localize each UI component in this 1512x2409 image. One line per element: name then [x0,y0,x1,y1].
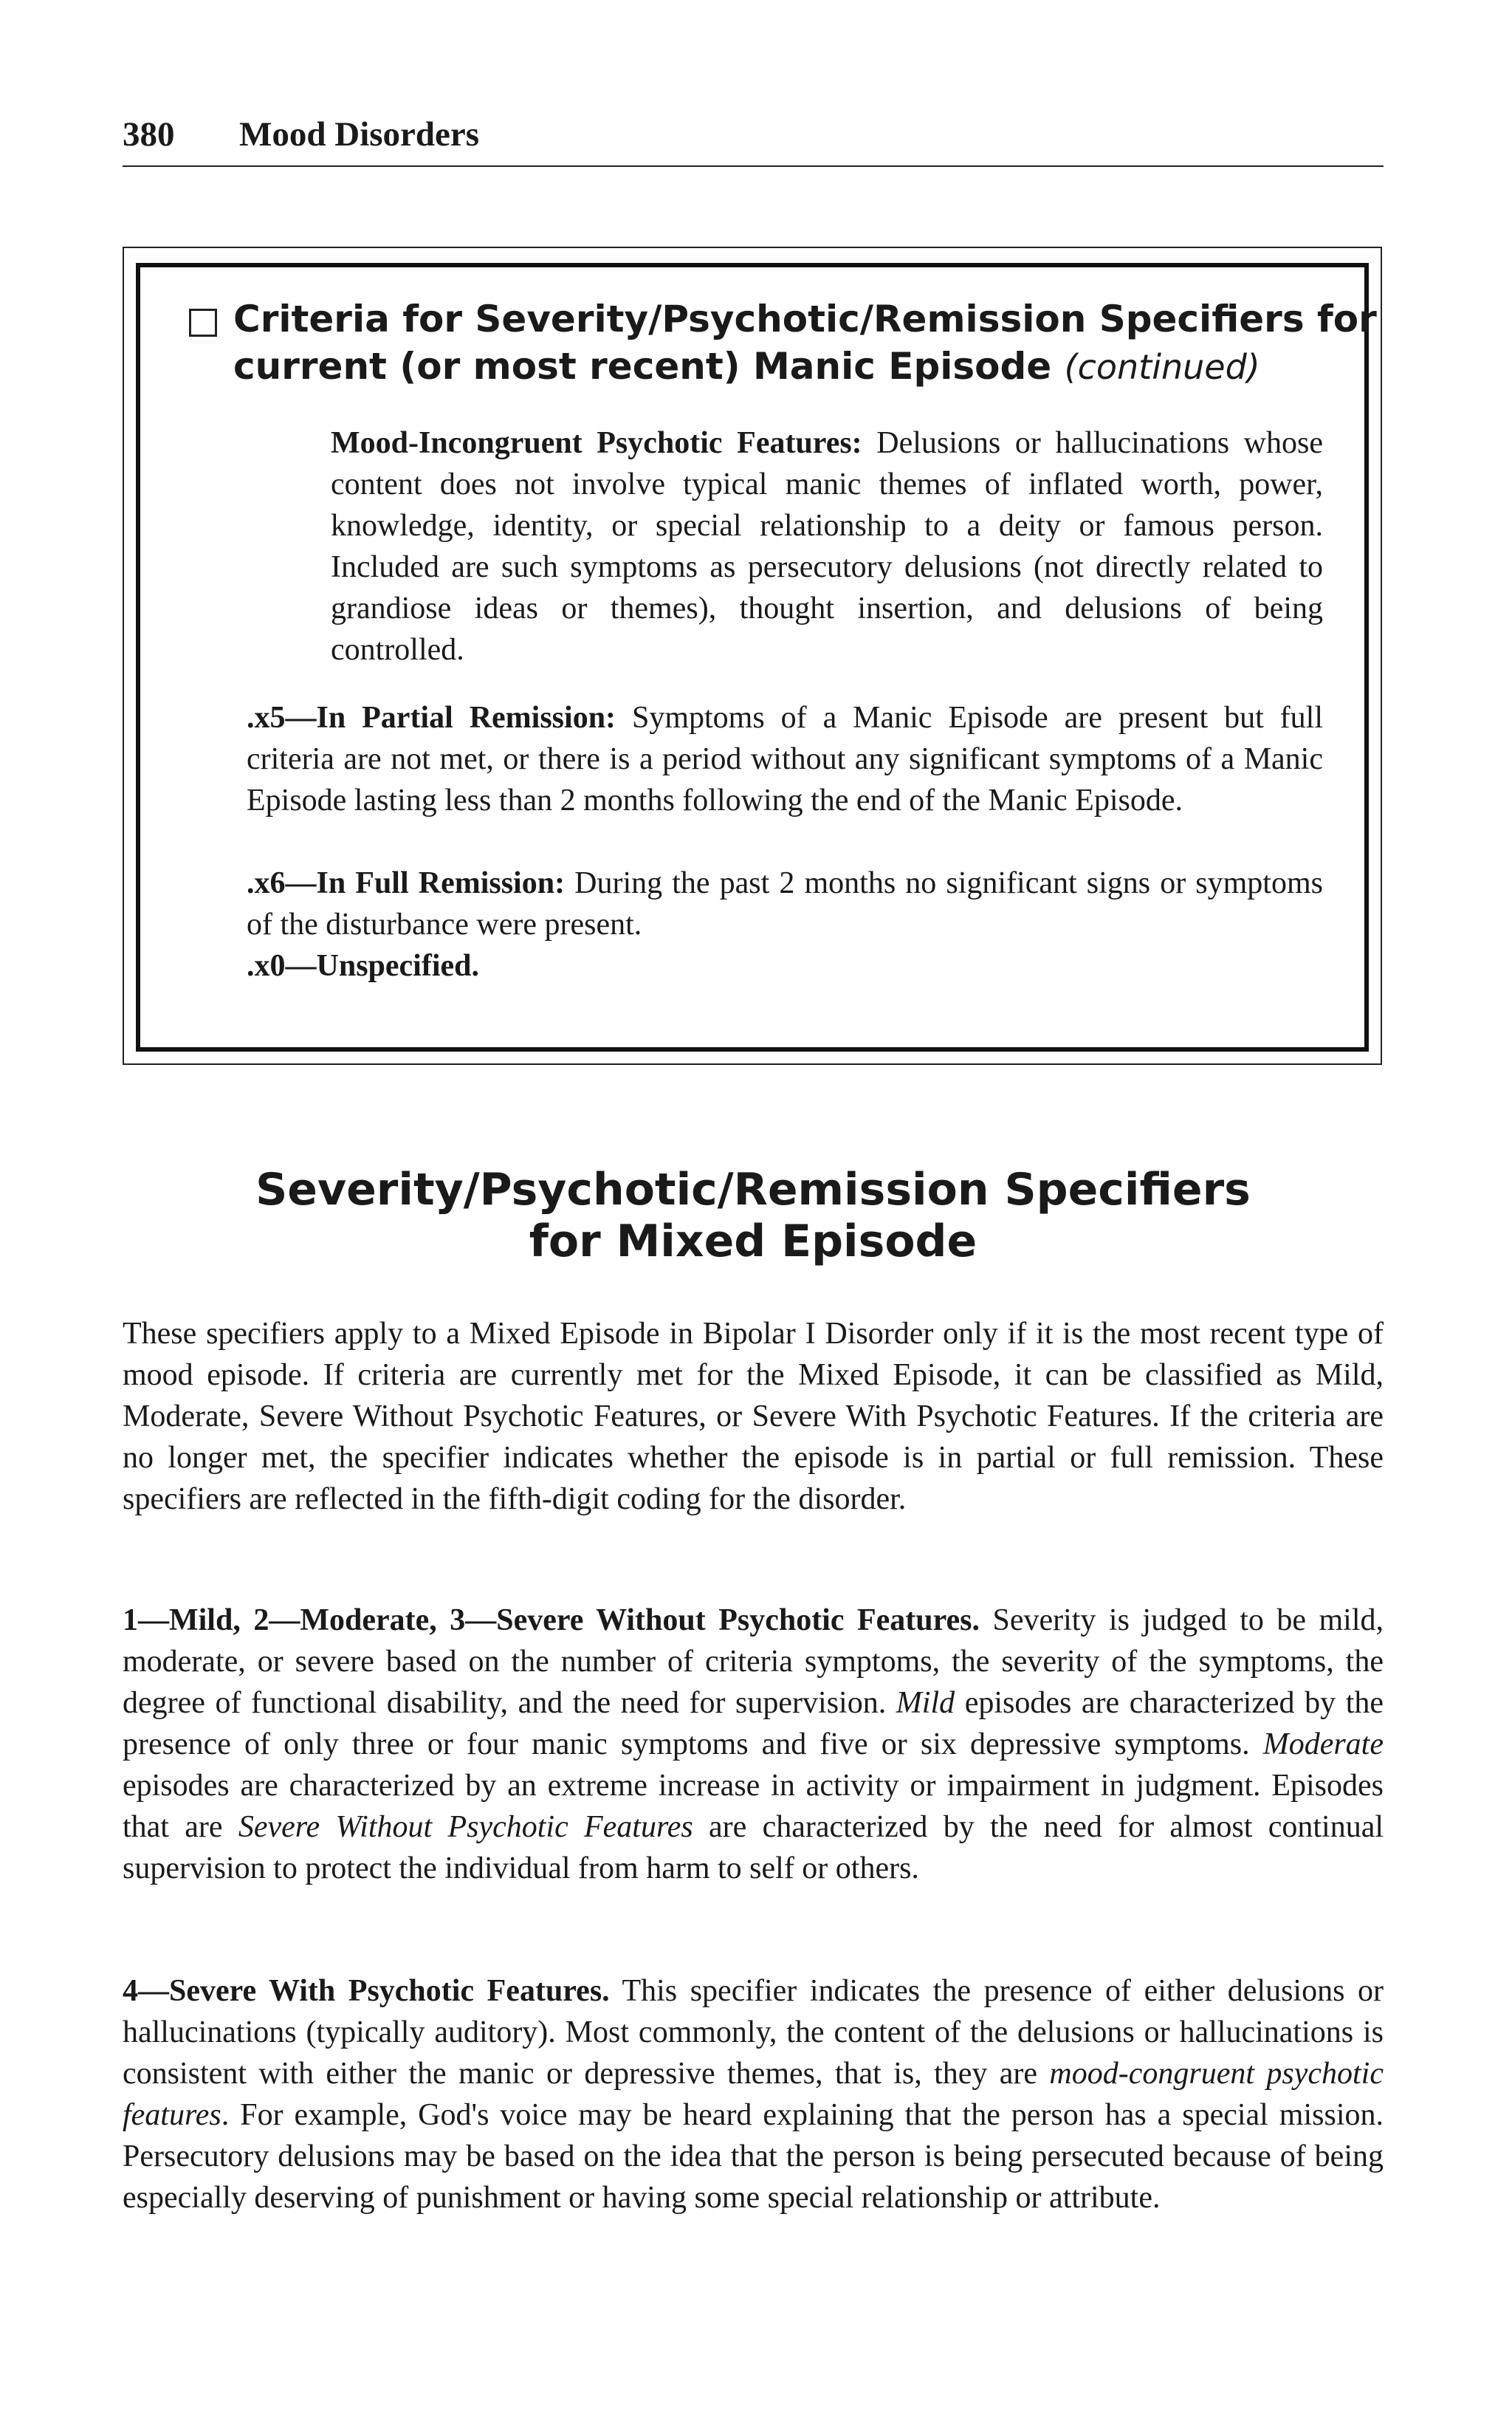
severity-term-mild: Mild [896,1686,955,1720]
running-title: Mood Disorders [239,115,480,154]
psychotic-term: mood-congruent psychotic features [123,2057,1384,2132]
section-heading-line-2: for Mixed Episode [529,1216,977,1267]
criteria-item-label: .x0—Unspecified. [247,949,479,983]
criteria-item-mood-incongruent [331,422,1323,671]
criteria-item-label: Mood-Incongruent Psychotic Features: [331,426,862,460]
criteria-item-partial-remission [247,697,1323,821]
intro-paragraph: These specifiers apply to a Mixed Episode in Bipolar I Disorder only if it is the most recent type of mood episode. If criteria are currently met for the Mixed Episode, it can be classified as Mild, Moderate, Severe Without Psychotic Features, or Severe With Psychotic Features. If the criteria are no longer met, the specifier indicates whether the episode is in partial or full remission. These specifiers are reflected in the fifth-digit coding for the disorder. [123,1317,1384,1516]
criteria-box-title [233,295,1377,391]
severity-paragraph [123,1600,1384,1889]
severity-term-moderate: Moderate [1262,1727,1384,1761]
criteria-item-unspecified [247,945,1323,987]
severity-label: 1—Mild, 2—Moderate, 3—Severe Without Psychotic Features. [123,1603,980,1637]
criteria-title-line-1: Criteria for Severity/Psychotic/Remission Specifiers for [233,298,1377,340]
criteria-title-line-2: current (or most recent) Manic Episode [233,345,1052,388]
severity-text: episodes are characterized by the presence of only three or four manic symptoms and five or six depressive symptoms. [123,1686,1384,1761]
psychotic-label: 4—Severe With Psychotic Features. [123,1974,610,2008]
checkbox-square-icon [189,309,217,337]
severity-text: episodes are characterized by an extreme increase in activity or impairment in judgment. Episodes that are [123,1769,1384,1844]
running-header [123,112,1384,157]
severity-text: Severity is judged to be mild, moderate, or severe based on the number of criteria symptoms, the severity of the symptoms, the degree of functional disability, and the need for supervision. [123,1603,1384,1720]
section-heading-line-1: Severity/Psychotic/Remission Specifiers [255,1164,1251,1216]
page-number: 380 [123,115,175,154]
header-rule [123,165,1384,167]
criteria-item-label: .x5—In Partial Remission: [247,701,616,735]
section-heading [123,1164,1384,1267]
severity-text: are characterized by the need for almost continual supervision to protect the individual from harm to self or others. [123,1810,1384,1885]
criteria-item-text: During the past 2 months no significant signs or symptoms of the disturbance were present. [247,866,1323,942]
criteria-item-text: Delusions or hallucinations whose content does not involve typical manic themes of inflated worth, power, knowledge, identity, or special relationship to a deity or famous person. Included are such symptoms as persecutory delusions (not directly related to grandiose ideas or themes), thought insertion, and delusions of being controlled. [331,426,1323,667]
psychotic-paragraph [123,1970,1384,2218]
psychotic-text: . For example, God's voice may be heard explaining that the person has a special mission. Persecutory delusions may be based on the idea that the person is being persecuted because of being especially deserving of punishment or having some special relationship or attribute. [123,2098,1384,2215]
psychotic-text: This specifier indicates the presence of either delusions or hallucinations (typically auditory). Most commonly, the content of the delusions or hallucinations is consistent with either the manic or depressive themes, that is, they are [123,1974,1384,2091]
severity-term-severe: Severe Without Psychotic Features [238,1810,693,1844]
criteria-item-text: Symptoms of a Manic Episode are present but full criteria are not met, or there is a period without any significant symptoms of a Manic Episode lasting less than 2 months following the end of the Manic Episode. [247,701,1324,818]
continued-note: (continued) [1064,347,1260,387]
criteria-item-label: .x6—In Full Remission: [247,866,566,900]
criteria-item-full-remission [247,863,1323,945]
